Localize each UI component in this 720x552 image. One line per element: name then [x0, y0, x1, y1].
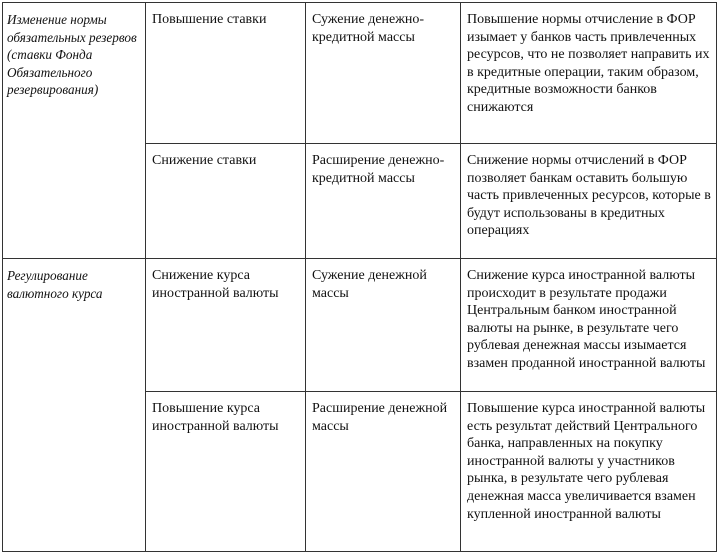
effect-cell: Сужение денежной массы: [306, 259, 461, 392]
category-cell: Регулирование валютного курса: [3, 259, 146, 552]
explanation-cell: Снижение нормы отчислений в ФОР позволяет банкам оставить большую часть привлеченных ресурсов, которые в будут использованы в кредитных операциях: [461, 144, 717, 259]
table-row: [3, 3, 717, 144]
measure-cell: Снижение ставки: [146, 144, 306, 259]
effect-cell: Сужение денежно-кредитной массы: [306, 3, 461, 144]
effect-cell: Расширение денежной массы: [306, 392, 461, 552]
category-cell: Изменение нормы обязательных резервов (ставки Фонда Обязательного резервирования): [3, 3, 146, 259]
measure-cell: Снижение курса иностранной валюты: [146, 259, 306, 392]
measure-cell: Повышение ставки: [146, 3, 306, 144]
explanation-cell: Снижение курса иностранной валюты происходит в результате продажи Центральным банком иностранной валюты на рынке, в результате чего рублевая денежная массы изымается взамен проданной иностранной валюты: [461, 259, 717, 392]
explanation-cell: Повышение курса иностранной валюты есть результат действий Центрального банка, направленных на покупку иностранной валюты у участников рынка, в результате чего рублевая денежная масса увеличивается взамен купленной иностранной валюты: [461, 392, 717, 552]
table-row: [3, 259, 717, 392]
monetary-policy-table: [2, 2, 717, 552]
explanation-cell: Повышение нормы отчисление в ФОР изымает у банков часть привлеченных ресурсов, что не позволяет направить их в кредитные операции, таким образом, кредитные возможности банков снижаются: [461, 3, 717, 144]
measure-cell: Повышение курса иностранной валюты: [146, 392, 306, 552]
effect-cell: Расширение денежно-кредитной массы: [306, 144, 461, 259]
